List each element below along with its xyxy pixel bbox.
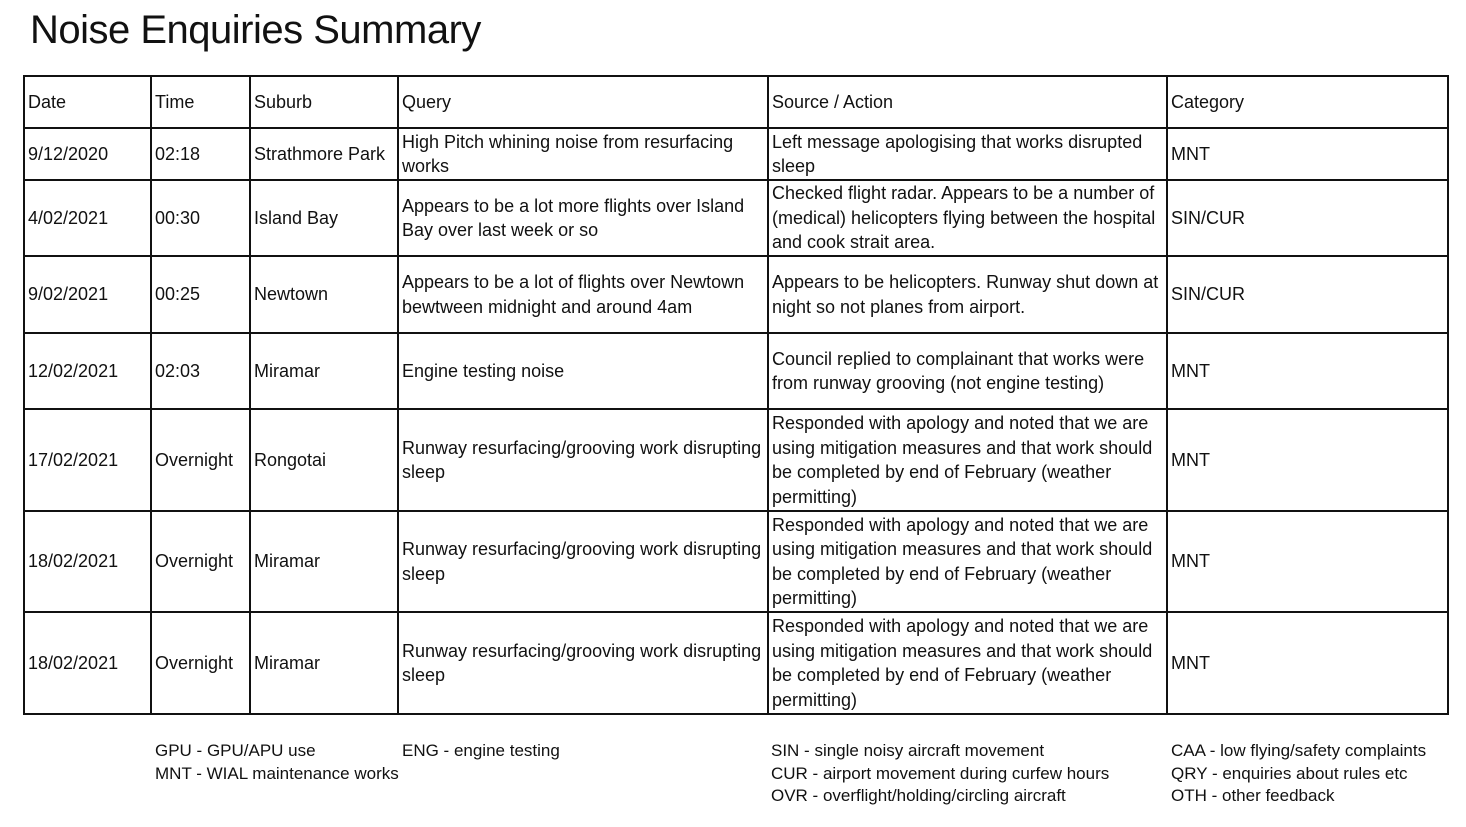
cell-suburb: Miramar bbox=[250, 612, 398, 714]
cell-query: High Pitch whining noise from resurfacing works bbox=[398, 128, 768, 180]
legend-column-3 bbox=[771, 740, 1109, 808]
cell-time: 00:25 bbox=[151, 256, 250, 333]
legend-column-1 bbox=[155, 740, 399, 785]
header-suburb: Suburb bbox=[250, 76, 398, 128]
page-title: Noise Enquiries Summary bbox=[30, 8, 481, 52]
cell-query: Appears to be a lot of flights over Newtown bewtween midnight and around 4am bbox=[398, 256, 768, 333]
cell-category: SIN/CUR bbox=[1167, 256, 1448, 333]
cell-date: 9/02/2021 bbox=[24, 256, 151, 333]
cell-action: Appears to be helicopters. Runway shut down at night so not planes from airport. bbox=[768, 256, 1167, 333]
header-date: Date bbox=[24, 76, 151, 128]
cell-query: Runway resurfacing/grooving work disrupting sleep bbox=[398, 409, 768, 511]
cell-time: Overnight bbox=[151, 511, 250, 612]
legend-item-sin: SIN - single noisy aircraft movement bbox=[771, 741, 1045, 760]
table-row bbox=[24, 180, 1448, 256]
legend-column-4 bbox=[1171, 740, 1426, 808]
legend-item-gpu: GPU - GPU/APU use bbox=[155, 741, 316, 760]
cell-time: 02:03 bbox=[151, 333, 250, 409]
header-query: Query bbox=[398, 76, 768, 128]
cell-time: 00:30 bbox=[151, 180, 250, 256]
header-source-action: Source / Action bbox=[768, 76, 1167, 128]
cell-suburb: Miramar bbox=[250, 333, 398, 409]
cell-query: Engine testing noise bbox=[398, 333, 768, 409]
legend-item-eng: ENG - engine testing bbox=[402, 741, 560, 760]
cell-time: 02:18 bbox=[151, 128, 250, 180]
legend-item-qry: QRY - enquiries about rules etc bbox=[1171, 763, 1408, 783]
cell-time: Overnight bbox=[151, 409, 250, 511]
table-row bbox=[24, 256, 1448, 333]
cell-query: Runway resurfacing/grooving work disrupting sleep bbox=[398, 612, 768, 714]
cell-action: Responded with apology and noted that we are using mitigation measures and that work should be completed by end of February (weather permitting) bbox=[768, 511, 1167, 612]
cell-category: MNT bbox=[1167, 333, 1448, 409]
table-row bbox=[24, 333, 1448, 409]
cell-date: 17/02/2021 bbox=[24, 409, 151, 511]
legend-item-mnt: MNT - WIAL maintenance works bbox=[155, 763, 399, 783]
cell-date: 18/02/2021 bbox=[24, 612, 151, 714]
cell-category: MNT bbox=[1167, 511, 1448, 612]
cell-suburb: Newtown bbox=[250, 256, 398, 333]
legend-item-caa: CAA - low flying/safety complaints bbox=[1171, 741, 1427, 760]
cell-suburb: Rongotai bbox=[250, 409, 398, 511]
header-time: Time bbox=[151, 76, 250, 128]
legend-item-cur: CUR - airport movement during curfew hours bbox=[771, 763, 1110, 783]
cell-category: MNT bbox=[1167, 128, 1448, 180]
legend-column-2 bbox=[402, 740, 560, 763]
cell-date: 4/02/2021 bbox=[24, 180, 151, 256]
cell-category: MNT bbox=[1167, 409, 1448, 511]
cell-date: 9/12/2020 bbox=[24, 128, 151, 180]
table-row bbox=[24, 128, 1448, 180]
table-row bbox=[24, 409, 1448, 511]
cell-query: Runway resurfacing/grooving work disrupting sleep bbox=[398, 511, 768, 612]
legend-item-oth: OTH - other feedback bbox=[1171, 786, 1335, 805]
cell-category: MNT bbox=[1167, 612, 1448, 714]
cell-date: 18/02/2021 bbox=[24, 511, 151, 612]
cell-date: 12/02/2021 bbox=[24, 333, 151, 409]
cell-suburb: Strathmore Park bbox=[250, 128, 398, 180]
table-header-row bbox=[24, 76, 1448, 128]
cell-action: Responded with apology and noted that we are using mitigation measures and that work should be completed by end of February (weather permitting) bbox=[768, 612, 1167, 714]
legend-item-ovr: OVR - overflight/holding/circling aircraft bbox=[771, 786, 1066, 805]
cell-category: SIN/CUR bbox=[1167, 180, 1448, 256]
cell-suburb: Miramar bbox=[250, 511, 398, 612]
cell-action: Responded with apology and noted that we are using mitigation measures and that work should be completed by end of February (weather permitting) bbox=[768, 409, 1167, 511]
table-row bbox=[24, 612, 1448, 714]
enquiries-table bbox=[23, 75, 1449, 715]
header-category: Category bbox=[1167, 76, 1448, 128]
cell-action: Checked flight radar. Appears to be a number of (medical) helicopters flying between the hospital and cook strait area. bbox=[768, 180, 1167, 256]
cell-time: Overnight bbox=[151, 612, 250, 714]
cell-action: Left message apologising that works disrupted sleep bbox=[768, 128, 1167, 180]
cell-suburb: Island Bay bbox=[250, 180, 398, 256]
table-row bbox=[24, 511, 1448, 612]
cell-query: Appears to be a lot more flights over Island Bay over last week or so bbox=[398, 180, 768, 256]
cell-action: Council replied to complainant that works were from runway grooving (not engine testing) bbox=[768, 333, 1167, 409]
